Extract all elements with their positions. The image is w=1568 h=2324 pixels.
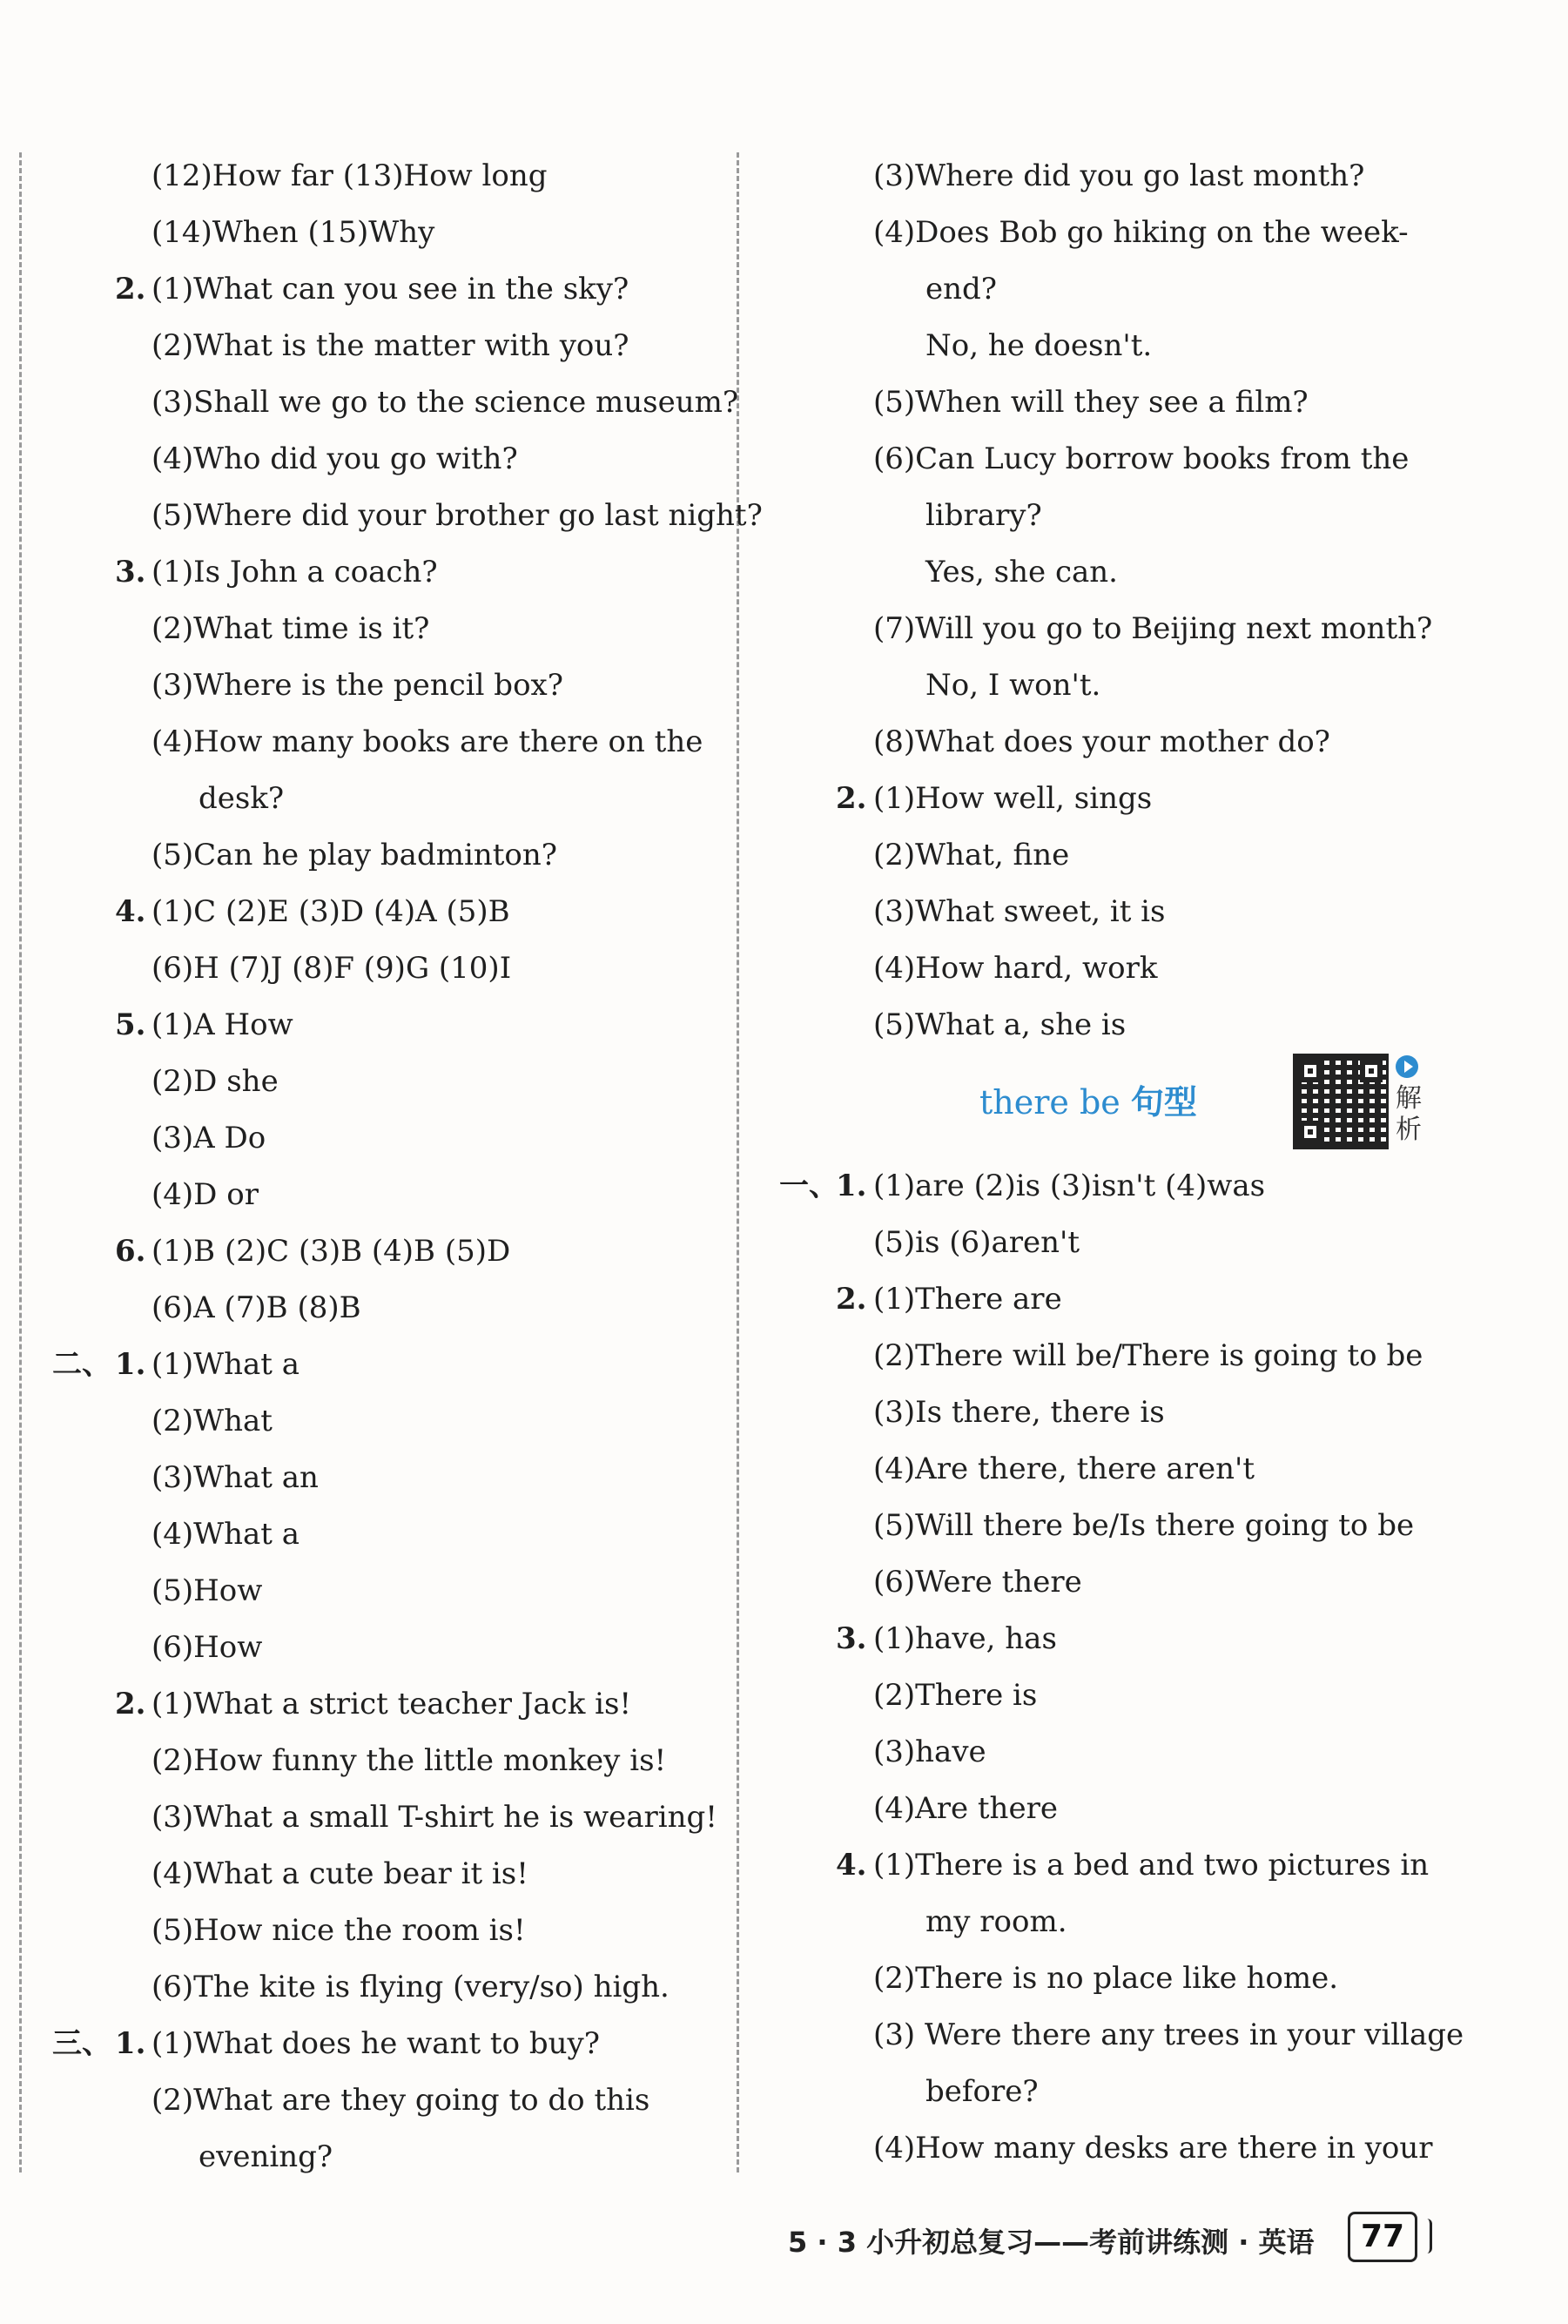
answer-line xyxy=(779,1724,1441,1781)
answer-line xyxy=(78,1620,723,1676)
right-column xyxy=(779,148,1464,2177)
answer-line xyxy=(779,771,1441,827)
answer-line xyxy=(779,544,1441,601)
answer-text: (5)How nice the room is! xyxy=(151,1913,526,1948)
answer-line xyxy=(779,2120,1441,2177)
answer-line xyxy=(78,1280,723,1337)
answer-text: (1)There is a bed and two pictures in xyxy=(873,1848,1430,1883)
answer-text: (2)What time is it? xyxy=(151,611,430,646)
answer-text: (2)What are they going to do this xyxy=(151,2083,650,2118)
answer-text: (3)Where is the pencil box? xyxy=(151,668,563,703)
answer-text: (6)Were there xyxy=(873,1565,1082,1600)
answer-line xyxy=(78,1789,723,1846)
answer-text: No, he doesn't. xyxy=(925,328,1153,363)
answer-text: (5)is (6)aren't xyxy=(873,1225,1080,1260)
section-marker: 二、 xyxy=(52,1347,111,1382)
answer-line xyxy=(78,318,723,374)
right-column-bottom xyxy=(779,1158,1464,2177)
answer-text: (1)There are xyxy=(873,1282,1062,1317)
answer-text: (2)There is xyxy=(873,1678,1038,1713)
answer-line xyxy=(779,997,1441,1054)
answer-line xyxy=(779,1215,1441,1271)
question-number: 4. xyxy=(836,1848,867,1883)
answer-line xyxy=(779,884,1441,940)
answer-line xyxy=(779,1837,1441,1894)
answer-line xyxy=(78,657,723,714)
answer-line xyxy=(78,940,723,997)
answer-line xyxy=(52,1337,723,1393)
section-title-en: there be xyxy=(979,1083,1131,1122)
answer-line xyxy=(78,544,723,601)
answer-line xyxy=(78,205,723,261)
answer-text: (2)What xyxy=(151,1404,273,1438)
left-column xyxy=(52,148,763,2186)
answer-line xyxy=(779,601,1441,657)
page-number: 77 xyxy=(1348,2212,1417,2262)
answer-text: (6)A (7)B (8)B xyxy=(151,1290,361,1325)
question-number: 4. xyxy=(115,894,146,929)
question-number: 3. xyxy=(115,555,146,589)
answer-text: (3)What sweet, it is xyxy=(873,894,1166,929)
answer-text: (4)D or xyxy=(151,1177,259,1212)
answer-line xyxy=(78,431,723,488)
answer-line xyxy=(779,2064,1441,2120)
answer-text: (2)What, fine xyxy=(873,838,1070,872)
answer-text: (3)What a small T-shirt he is wearing! xyxy=(151,1800,717,1835)
question-number: 1. xyxy=(115,1347,146,1382)
answer-text: (1)are (2)is (3)isn't (4)was xyxy=(873,1169,1266,1203)
answer-text: (6)Can Lucy borrow books from the xyxy=(873,441,1410,476)
answer-text: (1)How well, sings xyxy=(873,781,1153,816)
answer-line xyxy=(779,1441,1441,1498)
answer-line xyxy=(779,205,1441,261)
question-number: 3. xyxy=(836,1621,867,1656)
answer-text: (2)There will be/There is going to be xyxy=(873,1338,1423,1373)
question-number: 5. xyxy=(115,1007,146,1042)
answer-text: (4)Does Bob go hiking on the week- xyxy=(873,215,1409,250)
answer-text: (1)have, has xyxy=(873,1621,1057,1656)
question-number: 2. xyxy=(836,1282,867,1317)
page-number-decoration xyxy=(1417,2219,1432,2253)
question-number: 1. xyxy=(836,1169,867,1203)
answer-line xyxy=(78,2129,723,2186)
footer-title: 5 · 3 小升初总复习——考前讲练测 · 英语 xyxy=(788,2226,1315,2259)
answer-text: (6)How xyxy=(151,1630,263,1665)
answer-text: library? xyxy=(925,498,1042,533)
answer-line xyxy=(78,997,723,1054)
answer-line xyxy=(78,601,723,657)
answer-line xyxy=(78,1393,723,1450)
answer-text: (3)Shall we go to the science museum? xyxy=(151,385,739,420)
answer-text: (4)What a xyxy=(151,1517,300,1552)
question-number: 2. xyxy=(836,781,867,816)
answer-line xyxy=(779,1384,1441,1441)
answer-line xyxy=(779,657,1441,714)
answer-line xyxy=(78,2072,723,2129)
answer-text: end? xyxy=(925,272,998,306)
answer-text: (4)How hard, work xyxy=(873,951,1158,986)
answer-line xyxy=(78,771,723,827)
answer-text: (5)How xyxy=(151,1573,263,1608)
answer-line xyxy=(78,1846,723,1903)
answer-text: (4)What a cute bear it is! xyxy=(151,1856,528,1891)
question-number: 6. xyxy=(115,1234,146,1269)
answer-line xyxy=(78,1223,723,1280)
answer-line xyxy=(78,1167,723,1223)
answer-line xyxy=(779,318,1441,374)
answer-text: (1)What a xyxy=(151,1347,300,1382)
qr-code-icon[interactable] xyxy=(1293,1054,1389,1149)
answer-text: (3)What an xyxy=(151,1460,319,1495)
answer-line xyxy=(78,374,739,431)
answer-line xyxy=(78,1563,723,1620)
answer-text: (3)Is there, there is xyxy=(873,1395,1165,1430)
answer-text: No, I won't. xyxy=(925,668,1101,703)
answer-text: (6)The kite is flying (very/so) high. xyxy=(151,1970,670,2004)
answer-text: (4)How many desks are there in your xyxy=(873,2131,1433,2166)
answer-line xyxy=(779,1498,1441,1554)
answer-text: (1)C (2)E (3)D (4)A (5)B xyxy=(151,894,510,929)
question-number: 2. xyxy=(115,1687,146,1721)
answer-text: (4)Are there xyxy=(873,1791,1058,1826)
answer-line xyxy=(779,431,1441,488)
play-icon[interactable] xyxy=(1396,1055,1418,1078)
answer-line xyxy=(779,1667,1441,1724)
answer-line xyxy=(779,1554,1441,1611)
answer-text: (8)What does your mother do? xyxy=(873,724,1330,759)
answer-text: (14)When (15)Why xyxy=(151,215,435,250)
answer-text: (4)How many books are there on the xyxy=(151,724,703,759)
answer-line xyxy=(78,1903,723,1959)
answer-line xyxy=(78,1733,723,1789)
answer-line xyxy=(779,1611,1441,1667)
answer-line xyxy=(78,714,723,771)
answer-text: (3)A Do xyxy=(151,1121,266,1155)
answer-line xyxy=(779,1271,1441,1328)
answer-text: my room. xyxy=(925,1904,1067,1939)
answer-text: (4)Who did you go with? xyxy=(151,441,518,476)
answer-text: (1)Is John a coach? xyxy=(151,555,438,589)
answer-text: (5)When will they see a film? xyxy=(873,385,1309,420)
answer-line xyxy=(52,2016,723,2072)
answer-line xyxy=(779,148,1441,205)
question-number: 1. xyxy=(115,2026,146,2061)
answer-text: (3) Were there any trees in your village xyxy=(873,2018,1464,2052)
column-divider xyxy=(737,152,739,2172)
answer-text: (6)H (7)J (8)F (9)G (10)I xyxy=(151,951,512,986)
answer-line xyxy=(779,940,1441,997)
answer-line xyxy=(78,1054,723,1110)
answer-line xyxy=(779,1950,1441,2007)
answer-line xyxy=(779,827,1441,884)
answer-text: evening? xyxy=(199,2139,333,2174)
answer-text: (1)What a strict teacher Jack is! xyxy=(151,1687,632,1721)
answer-text: (3)have xyxy=(873,1735,986,1769)
answer-line xyxy=(779,374,1441,431)
answer-text: (1)What can you see in the sky? xyxy=(151,272,629,306)
right-column-top xyxy=(779,148,1441,1054)
answer-text: (5)What a, she is xyxy=(873,1007,1127,1042)
section-marker: 一、 xyxy=(779,1169,838,1203)
answer-text: (2)There is no place like home. xyxy=(873,1961,1339,1996)
answer-text: (5)Can he play badminton? xyxy=(151,838,557,872)
answer-line xyxy=(779,2007,1464,2064)
answer-line xyxy=(78,884,723,940)
answer-line xyxy=(78,261,723,318)
answer-line xyxy=(779,1894,1441,1950)
answer-line xyxy=(78,148,723,205)
answer-text: (7)Will you go to Beijing next month? xyxy=(873,611,1433,646)
answer-text: (5)Where did your brother go last night? xyxy=(151,498,763,533)
answer-text: (2)How funny the little monkey is! xyxy=(151,1743,667,1778)
answer-line xyxy=(78,1110,723,1167)
answer-line xyxy=(779,1781,1441,1837)
answer-text: (1)A How xyxy=(151,1007,293,1042)
answer-text: before? xyxy=(925,2074,1039,2109)
answer-text: (5)Will there be/Is there going to be xyxy=(873,1508,1415,1543)
answer-line xyxy=(779,1328,1441,1384)
answer-text: (2)What is the matter with you? xyxy=(151,328,629,363)
answer-text: (2)D she xyxy=(151,1064,279,1099)
answer-text: (4)Are there, there aren't xyxy=(873,1452,1255,1486)
left-margin-divider xyxy=(19,152,22,2172)
answer-text: Yes, she can. xyxy=(925,555,1118,589)
question-number: 2. xyxy=(115,272,146,306)
answer-line xyxy=(779,1158,1441,1215)
qr-label: 解析 xyxy=(1396,1083,1422,1145)
answer-text: (1)What does he want to buy? xyxy=(151,2026,600,2061)
answer-text: (3)Where did you go last month? xyxy=(873,158,1365,193)
answer-text: (12)How far (13)How long xyxy=(151,158,548,193)
answer-line xyxy=(779,488,1441,544)
section-title-cn: 句型 xyxy=(1130,1083,1197,1122)
answer-line xyxy=(78,1959,723,2016)
answer-line xyxy=(779,261,1441,318)
answer-text: desk? xyxy=(199,781,285,816)
section-marker: 三、 xyxy=(52,2026,111,2061)
answer-line xyxy=(78,827,723,884)
answer-line xyxy=(78,488,763,544)
section-heading xyxy=(779,1054,1441,1158)
section-title xyxy=(979,1076,1197,1128)
answer-text: (1)B (2)C (3)B (4)B (5)D xyxy=(151,1234,511,1269)
answer-line xyxy=(78,1450,723,1506)
answer-line xyxy=(78,1506,723,1563)
answer-line xyxy=(779,714,1441,771)
answer-line xyxy=(78,1676,723,1733)
